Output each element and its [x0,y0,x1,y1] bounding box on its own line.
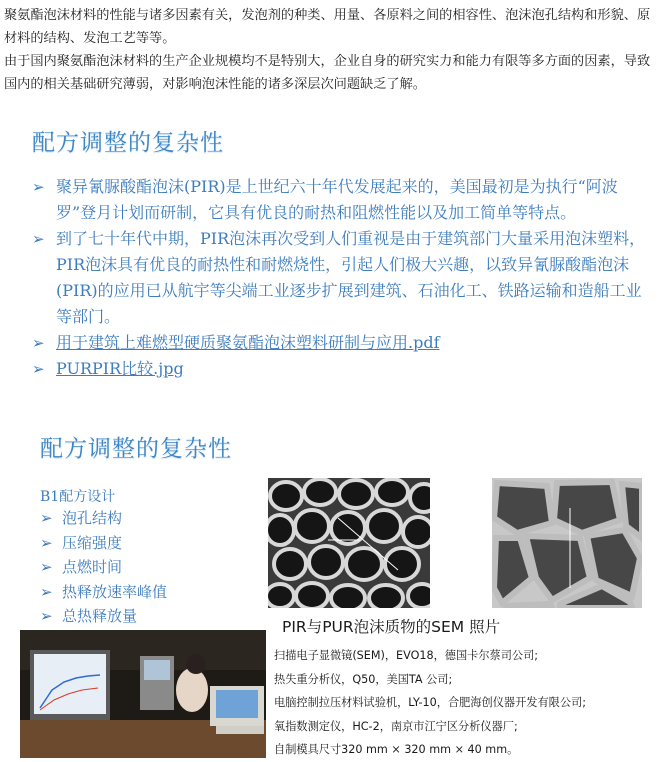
b1-item [40,506,167,531]
intro-paragraph-2: 由于国内聚氨酯泡沫材料的生产企业规模均不是特别大，企业自身的研究实力和能力有限等多方面的因素，导致国内的相关基础研究薄弱，对影响泡沫性能的诸多深层次问题缺乏了解。 [4,54,651,92]
equipment-item: 扫描电子显微镜(SEM)，EVO18，德国卡尔蔡司公司; [274,649,539,662]
lab-equipment-photo [20,630,266,758]
slide-title: 配方调整的复杂性 [40,436,232,462]
sem-caption: PIR与PUR泡沫质物的SEM 照片 [282,618,501,636]
b1-heading: B1配方设计 [40,489,116,505]
intro-paragraph-1: 聚氨酯泡沫材料的性能与诸多因素有关，发泡剂的种类、用量、各原料之间的相容性、泡沫泡孔结构和形貌、原材料的结构、发泡工艺等等。 [4,8,651,46]
arrow-bullet-icon: ➢ [40,558,53,576]
b1-item [40,580,167,605]
equipment-item: 氧指数测定仪，HC-2，南京市江宁区分析仪器厂; [274,719,518,733]
slide-bullets [32,174,652,382]
arrow-bullet-icon: ➢ [32,334,45,352]
arrow-bullet-icon: ➢ [40,509,53,527]
intro-text [4,4,662,96]
equipment-item: 自制模具尺寸320 mm × 320 mm × 40 mm。 [274,743,519,756]
bullet-item [32,356,652,382]
jpg-attachment-link[interactable]: PURPIR比较.jpg [56,359,184,378]
b1-list [40,506,167,629]
bullet-item [32,330,652,356]
b1-item [40,555,167,580]
b1-item-text: 热释放速率峰值 [62,582,168,601]
bullet-text: 聚异氰脲酸酯泡沫(PIR)是上世纪六十年代发展起来的，美国最初是为执行“阿波罗”登月计划而研制，它具有优良的耐热和阻燃性能以及加工简单等特点。 [56,177,618,222]
bullet-item [32,174,652,226]
sem-image-pur [492,478,642,608]
slide-formula-complexity-1 [20,112,660,420]
arrow-bullet-icon: ➢ [40,533,53,552]
arrow-bullet-icon: ➢ [32,178,45,196]
pdf-attachment-link[interactable]: 用于建筑上难燃型硬质聚氨酯泡沫塑料研制与应用.pdf [56,333,440,352]
arrow-bullet-icon: ➢ [40,582,53,601]
b1-item-text: 总热释放量 [62,607,138,625]
slide-title: 配方调整的复杂性 [32,130,224,156]
bullet-item [32,226,652,330]
equipment-item: 电脑控制拉压材料试验机，LY-10，合肥海创仪器开发有限公司; [274,696,586,709]
bullet-text: 到了七十年代中期，PIR泡沫再次受到人们重视是由于建筑部门大量采用泡沫塑料，PIR泡沫具有优良的耐热性和耐燃烧性，引起人们极大兴趣，以致异氰脲酸酯泡沫(PIR)的应用已从航宇等尖端工业逐步扩展到建筑、石油化工、铁路运输和造船工业等部门。 [56,229,646,326]
b1-item [40,531,167,556]
b1-item [40,604,167,629]
slide-formula-complexity-2 [20,422,660,760]
arrow-bullet-icon: ➢ [32,360,45,378]
arrow-bullet-icon: ➢ [40,607,53,625]
b1-item-text: 点燃时间 [62,558,123,576]
arrow-bullet-icon: ➢ [32,230,45,248]
equipment-list [274,644,586,762]
b1-item-text: 泡孔结构 [62,509,123,527]
equipment-item: 热失重分析仪，Q50，美国TA 公司; [274,672,453,686]
sem-image-pir [268,478,430,608]
b1-item-text: 压缩强度 [62,533,123,552]
